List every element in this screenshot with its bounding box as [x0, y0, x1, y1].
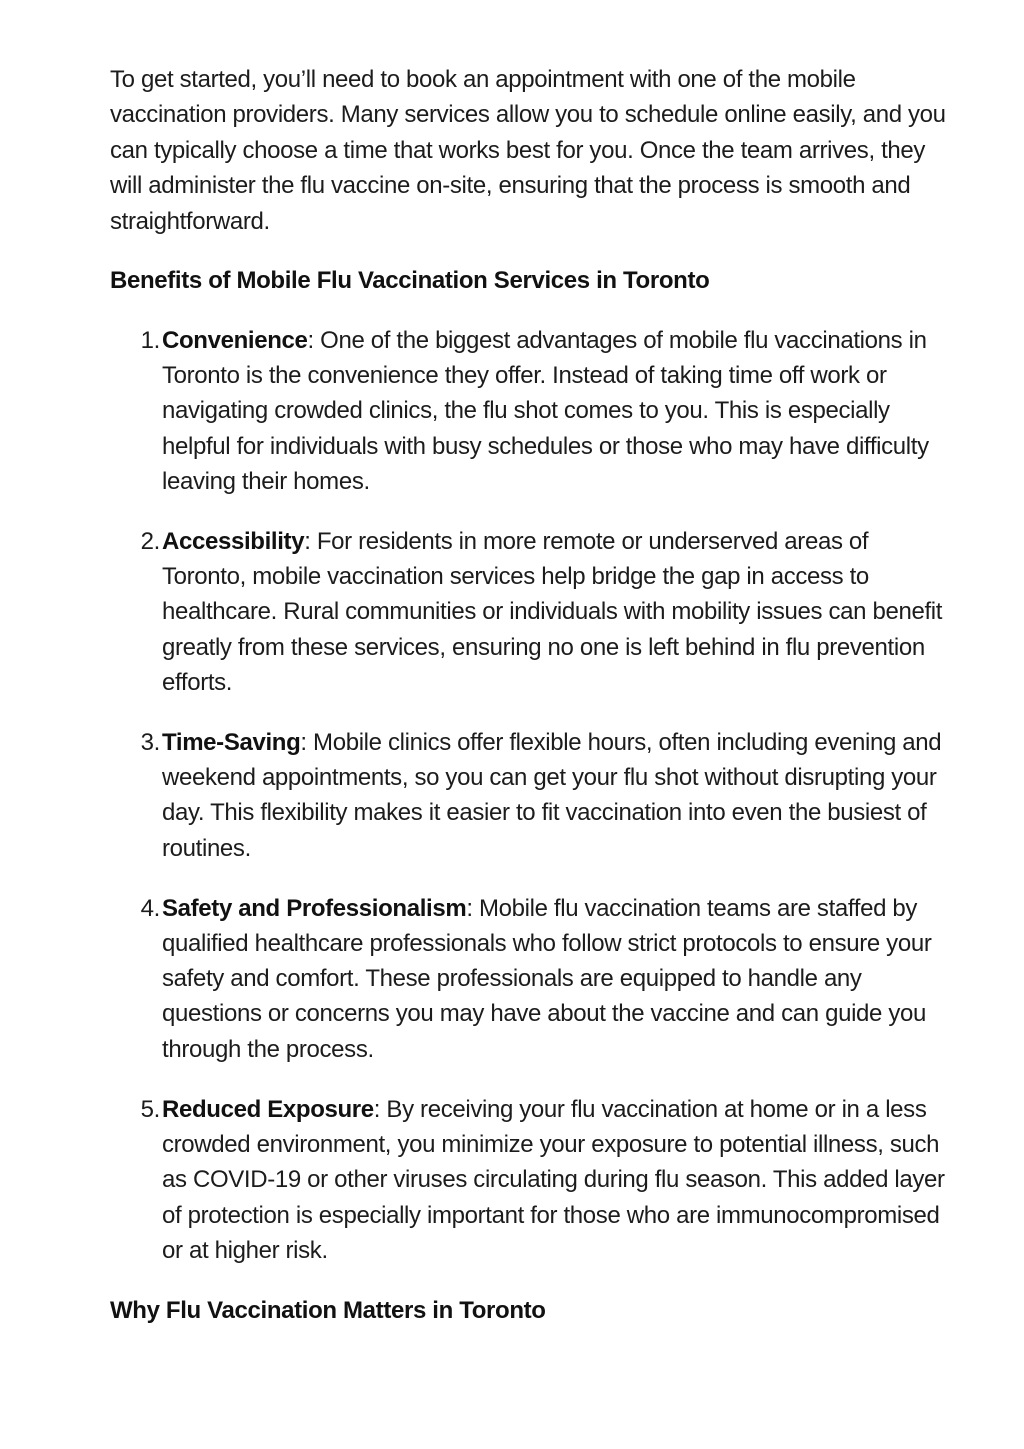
benefit-item-reduced-exposure [110, 1092, 950, 1268]
why-heading: Why Flu Vaccination Matters in Toronto [110, 1296, 546, 1324]
benefit-description: : Mobile flu vaccination teams are staffed by qualified healthcare professionals who follow strict protocols to ensure your safety and comfort. These professionals are equipped to handle any questions or concerns you may have about the vaccine and can guide you through the process. [162, 894, 932, 1063]
list-number: 5. [140, 1095, 160, 1123]
benefit-item-safety [110, 891, 950, 1067]
list-number: 3. [140, 729, 160, 757]
benefit-term: Convenience [162, 327, 308, 355]
list-number: 2. [140, 528, 160, 556]
list-number: 4. [140, 894, 160, 922]
document-page [110, 62, 950, 1328]
benefit-description: : By receiving your flu vaccination at home or in a less crowded environment, you minimize your exposure to potential illness, such as COVID-19 or other viruses circulating during flu season. This added layer of protection is especially important for those who are immunocompromised or at higher risk. [162, 1095, 945, 1264]
intro-paragraph: To get started, you’ll need to book an appointment with one of the mobile vaccination providers. Many services allow you to schedule online easily, and you can typically choose a time that works best for you. Once the team arrives, they will administer the flu vaccine on-site, ensuring that the process is smooth and straightforward. [110, 66, 946, 235]
benefit-term: Time-Saving [162, 729, 301, 757]
benefits-list [110, 323, 950, 1268]
benefit-item-time-saving [110, 725, 950, 866]
benefit-term: Accessibility [162, 528, 305, 556]
benefits-heading: Benefits of Mobile Flu Vaccination Services in Toronto [110, 267, 710, 295]
benefit-term: Reduced Exposure [162, 1095, 374, 1123]
benefit-description: : For residents in more remote or underserved areas of Toronto, mobile vaccination services help bridge the gap in access to healthcare. Rural communities or individuals with mobility issues can benefit greatly from these services, ensuring no one is left behind in flu prevention efforts. [162, 528, 943, 696]
benefit-term: Safety and Professionalism [162, 894, 467, 922]
benefit-description: : Mobile clinics offer flexible hours, often including evening and weekend appointments, so you can get your flu shot without disrupting your day. This flexibility makes it easier to fit vaccination into even the busiest of routines. [162, 729, 942, 862]
list-number: 1. [140, 327, 160, 355]
benefit-description: : One of the biggest advantages of mobile flu vaccinations in Toronto is the convenience they offer. Instead of taking time off work or navigating crowded clinics, the flu shot comes to you. This is especially helpful for individuals with busy schedules or those who may have difficulty leaving their homes. [162, 327, 929, 495]
benefit-item-accessibility [110, 524, 950, 700]
benefit-item-convenience [110, 323, 950, 499]
